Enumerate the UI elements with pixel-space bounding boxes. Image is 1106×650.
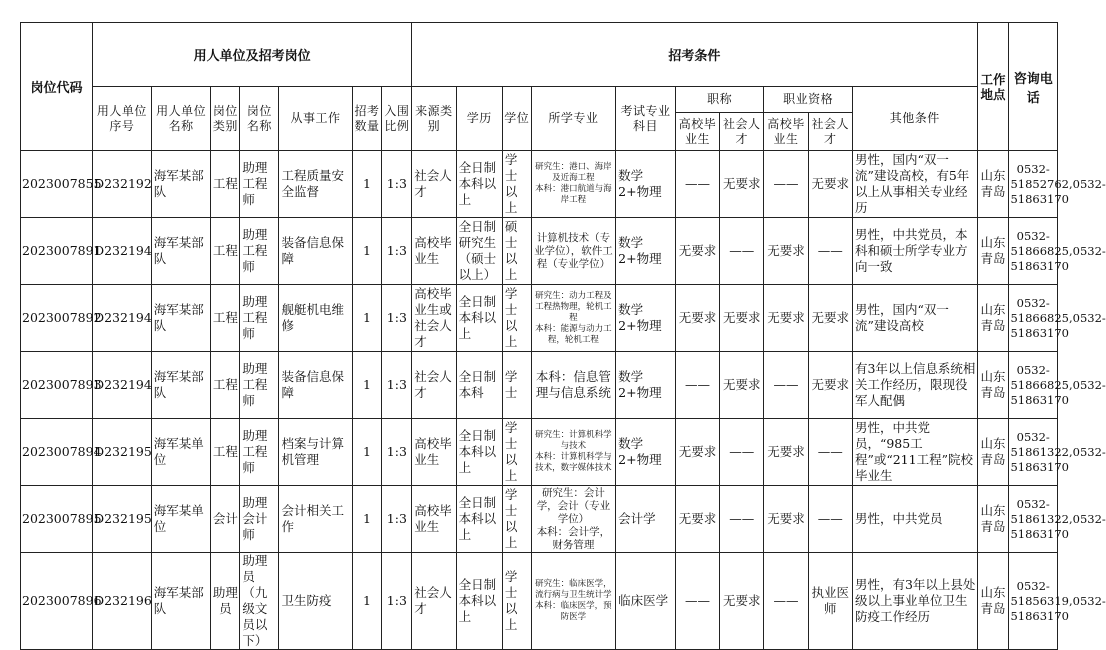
cell-other-conditions: 男性，中共党员 — [852, 486, 977, 553]
cell-position-name: 助理会计师 — [240, 486, 279, 553]
cell-qual-college-grad: 无要求 — [764, 486, 808, 553]
cell-major: 研究生：会计学，会计（专业学位） 本科：会计学，财务管理 — [531, 486, 615, 553]
cell-qual-college-grad: —— — [764, 151, 808, 218]
header-contact-phone: 咨询电话 — [1009, 23, 1058, 151]
table-row — [21, 285, 1058, 352]
cell-degree: 硕士以上 — [502, 218, 531, 285]
cell-exam-subject: 数学2+物理 — [616, 419, 676, 486]
header-degree: 学位 — [502, 87, 531, 151]
cell-work-content: 装备信息保障 — [279, 218, 352, 285]
cell-unit-name: 海军某单位 — [151, 419, 211, 486]
cell-qual-social-talent: 无要求 — [808, 151, 852, 218]
cell-position-name: 助理工程师 — [240, 352, 279, 419]
header-qual-social-talent: 社会人才 — [808, 113, 852, 151]
table-row — [21, 218, 1058, 285]
recruitment-table — [20, 22, 1106, 650]
cell-exam-subject: 数学2+物理 — [616, 151, 676, 218]
cell-work-location: 山东青岛 — [977, 285, 1009, 352]
cell-position-name: 助理员（九级文员以下） — [240, 553, 279, 650]
cell-major: 本科：信息管理与信息系统 — [531, 352, 615, 419]
cell-qual-social-talent: —— — [808, 486, 852, 553]
cell-source-type: 高校毕业生 — [412, 419, 456, 486]
cell-work-content: 装备信息保障 — [279, 352, 352, 419]
cell-contact-phone: 0532-51861322,0532-51863170 — [1009, 486, 1058, 553]
cell-work-content: 会计相关工作 — [279, 486, 352, 553]
cell-recruit-count: 1 — [352, 352, 382, 419]
cell-unit-name: 海军某部队 — [151, 553, 211, 650]
cell-recruit-count: 1 — [352, 285, 382, 352]
cell-qual-social-talent: —— — [808, 218, 852, 285]
cell-unit-seq: D232194 — [93, 218, 152, 285]
cell-unit-seq: D232194 — [93, 285, 152, 352]
cell-exam-subject: 数学2+物理 — [616, 285, 676, 352]
cell-title-social-talent: —— — [720, 486, 764, 553]
cell-source-type: 社会人才 — [412, 553, 456, 650]
cell-position-code: 2023007895 — [21, 486, 93, 553]
cell-unit-seq: D232192 — [93, 151, 152, 218]
cell-other-conditions: 男性，国内“双一流”建设高校，有5年以上从事相关专业经历 — [852, 151, 977, 218]
table-row — [21, 151, 1058, 218]
cell-work-content: 档案与计算机管理 — [279, 419, 352, 486]
header-source-type: 来源类别 — [412, 87, 456, 151]
cell-work-location: 山东青岛 — [977, 352, 1009, 419]
cell-work-location: 山东青岛 — [977, 553, 1009, 650]
header-other-conditions: 其他条件 — [852, 87, 977, 151]
cell-major: 研究生：临床医学，流行病与卫生统计学 本科：临床医学，预防医学 — [531, 553, 615, 650]
cell-unit-seq: D232195 — [93, 419, 152, 486]
cell-major: 研究生：计算机科学与技术 本科：计算机科学与技术，数字媒体技术 — [531, 419, 615, 486]
cell-title-college-grad: 无要求 — [675, 285, 719, 352]
cell-position-type: 工程 — [211, 218, 240, 285]
cell-other-conditions: 男性，有3年以上县处级以上事业单位卫生防疫工作经历 — [852, 553, 977, 650]
cell-degree: 学士以上 — [502, 285, 531, 352]
header-work-content: 从事工作 — [279, 87, 352, 151]
header-qual-college-grad: 高校毕业生 — [764, 113, 808, 151]
cell-source-type: 社会人才 — [412, 352, 456, 419]
cell-work-location: 山东青岛 — [977, 419, 1009, 486]
cell-title-college-grad: 无要求 — [675, 486, 719, 553]
cell-qual-social-talent: 无要求 — [808, 285, 852, 352]
cell-degree: 学士以上 — [502, 553, 531, 650]
cell-unit-name: 海军某单位 — [151, 486, 211, 553]
cell-source-type: 高校毕业生 — [412, 218, 456, 285]
cell-interview-ratio: 1:3 — [382, 486, 412, 553]
cell-work-location: 山东青岛 — [977, 486, 1009, 553]
cell-exam-subject: 数学2+物理 — [616, 218, 676, 285]
cell-position-type: 工程 — [211, 285, 240, 352]
cell-contact-phone: 0532-51866825,0532-51863170 — [1009, 352, 1058, 419]
cell-unit-name: 海军某部队 — [151, 218, 211, 285]
header-unit-seq: 用人单位序号 — [93, 87, 152, 151]
cell-contact-phone: 0532-51852762,0532-51863170 — [1009, 151, 1058, 218]
cell-unit-seq: D232194 — [93, 352, 152, 419]
cell-education: 全日制本科以上 — [456, 285, 502, 352]
cell-position-code: 2023007892 — [21, 285, 93, 352]
table-row — [21, 486, 1058, 553]
cell-contact-phone: 0532-51866825,0532-51863170 — [1009, 218, 1058, 285]
header-major: 所学专业 — [531, 87, 615, 151]
cell-interview-ratio: 1:3 — [382, 285, 412, 352]
header-title-college-grad: 高校毕业生 — [675, 113, 719, 151]
cell-position-name: 助理工程师 — [240, 285, 279, 352]
cell-title-college-grad: —— — [675, 553, 719, 650]
header-employer-group: 用人单位及招考岗位 — [93, 23, 412, 87]
cell-qual-college-grad: 无要求 — [764, 419, 808, 486]
cell-contact-phone: 0532-51861322,0532-51863170 — [1009, 419, 1058, 486]
header-position-code: 岗位代码 — [21, 23, 93, 151]
cell-recruit-count: 1 — [352, 419, 382, 486]
cell-other-conditions: 男性，中共党员，“985工程”或“211工程”院校毕业生 — [852, 419, 977, 486]
cell-interview-ratio: 1:3 — [382, 151, 412, 218]
cell-position-type: 工程 — [211, 419, 240, 486]
cell-interview-ratio: 1:3 — [382, 352, 412, 419]
cell-exam-subject: 会计学 — [616, 486, 676, 553]
cell-interview-ratio: 1:3 — [382, 218, 412, 285]
header-qual-group: 职业资格 — [764, 87, 853, 113]
cell-position-name: 助理工程师 — [240, 151, 279, 218]
cell-qual-social-talent: 执业医师 — [808, 553, 852, 650]
cell-education: 全日制本科以上 — [456, 151, 502, 218]
cell-recruit-count: 1 — [352, 553, 382, 650]
cell-exam-subject: 临床医学 — [616, 553, 676, 650]
cell-other-conditions: 男性，中共党员，本科和硕士所学专业方向一致 — [852, 218, 977, 285]
cell-title-social-talent: 无要求 — [720, 151, 764, 218]
header-unit-name: 用人单位名称 — [151, 87, 211, 151]
cell-unit-seq: D232195 — [93, 486, 152, 553]
cell-education: 全日制本科以上 — [456, 419, 502, 486]
cell-qual-social-talent: 无要求 — [808, 352, 852, 419]
cell-contact-phone: 0532-51866825,0532-51863170 — [1009, 285, 1058, 352]
cell-title-social-talent: —— — [720, 419, 764, 486]
cell-title-college-grad: —— — [675, 352, 719, 419]
cell-unit-seq: D232196 — [93, 553, 152, 650]
cell-position-type: 工程 — [211, 151, 240, 218]
cell-position-code: 2023007891 — [21, 218, 93, 285]
cell-contact-phone: 0532-51856319,0532-51863170 — [1009, 553, 1058, 650]
cell-work-content: 工程质量安全监督 — [279, 151, 352, 218]
cell-title-college-grad: —— — [675, 151, 719, 218]
table-row — [21, 352, 1058, 419]
header-recruit-count: 招考数量 — [352, 87, 382, 151]
header-title-group: 职称 — [675, 87, 764, 113]
cell-unit-name: 海军某部队 — [151, 285, 211, 352]
table-row — [21, 553, 1058, 650]
cell-position-name: 助理工程师 — [240, 218, 279, 285]
cell-position-type: 助理员 — [211, 553, 240, 650]
header-position-type: 岗位类别 — [211, 87, 240, 151]
cell-qual-college-grad: —— — [764, 553, 808, 650]
cell-interview-ratio: 1:3 — [382, 419, 412, 486]
cell-qual-college-grad: 无要求 — [764, 285, 808, 352]
cell-work-location: 山东青岛 — [977, 151, 1009, 218]
cell-education: 全日制本科 — [456, 352, 502, 419]
cell-recruit-count: 1 — [352, 486, 382, 553]
cell-position-code: 2023007896 — [21, 553, 93, 650]
cell-title-social-talent: 无要求 — [720, 352, 764, 419]
cell-position-type: 会计 — [211, 486, 240, 553]
cell-title-college-grad: 无要求 — [675, 419, 719, 486]
cell-degree: 学士 — [502, 352, 531, 419]
cell-work-location: 山东青岛 — [977, 218, 1009, 285]
header-work-location: 工作地点 — [977, 23, 1009, 151]
cell-position-name: 助理工程师 — [240, 419, 279, 486]
cell-title-social-talent: 无要求 — [720, 285, 764, 352]
cell-recruit-count: 1 — [352, 151, 382, 218]
header-title-social-talent: 社会人才 — [720, 113, 764, 151]
cell-work-content: 卫生防疫 — [279, 553, 352, 650]
cell-education: 全日制研究生（硕士以上） — [456, 218, 502, 285]
cell-major: 研究生：动力工程及工程热物理，轮机工程 本科：能源与动力工程，轮机工程 — [531, 285, 615, 352]
cell-degree: 学士以上 — [502, 486, 531, 553]
table-row — [21, 419, 1058, 486]
cell-interview-ratio: 1:3 — [382, 553, 412, 650]
cell-source-type: 高校毕业生或社会人才 — [412, 285, 456, 352]
cell-qual-college-grad: —— — [764, 352, 808, 419]
table-body — [21, 151, 1106, 650]
header-exam-subject: 考试专业科目 — [616, 87, 676, 151]
cell-unit-name: 海军某部队 — [151, 151, 211, 218]
cell-position-type: 工程 — [211, 352, 240, 419]
cell-source-type: 社会人才 — [412, 151, 456, 218]
cell-title-social-talent: 无要求 — [720, 553, 764, 650]
cell-qual-social-talent: —— — [808, 419, 852, 486]
header-interview-ratio: 入围比例 — [382, 87, 412, 151]
cell-major: 计算机技术（专业学位），软件工程（专业学位） — [531, 218, 615, 285]
cell-degree: 学士以上 — [502, 151, 531, 218]
header-education: 学历 — [456, 87, 502, 151]
cell-position-code: 2023007893 — [21, 352, 93, 419]
cell-degree: 学士以上 — [502, 419, 531, 486]
header-conditions-group: 招考条件 — [412, 23, 977, 87]
cell-qual-college-grad: 无要求 — [764, 218, 808, 285]
cell-source-type: 高校毕业生 — [412, 486, 456, 553]
cell-major: 研究生：港口、海岸及近海工程 本科：港口航道与海岸工程 — [531, 151, 615, 218]
cell-exam-subject: 数学2+物理 — [616, 352, 676, 419]
cell-other-conditions: 男性，国内“双一流”建设高校 — [852, 285, 977, 352]
cell-position-code: 2023007894 — [21, 419, 93, 486]
cell-unit-name: 海军某部队 — [151, 352, 211, 419]
cell-work-content: 舰艇机电维修 — [279, 285, 352, 352]
cell-other-conditions: 有3年以上信息系统相关工作经历，限现役军人配偶 — [852, 352, 977, 419]
cell-position-code: 2023007855 — [21, 151, 93, 218]
cell-education: 全日制本科以上 — [456, 553, 502, 650]
cell-recruit-count: 1 — [352, 218, 382, 285]
cell-title-social-talent: —— — [720, 218, 764, 285]
cell-title-college-grad: 无要求 — [675, 218, 719, 285]
cell-education: 全日制本科以上 — [456, 486, 502, 553]
header-position-name: 岗位名称 — [240, 87, 279, 151]
